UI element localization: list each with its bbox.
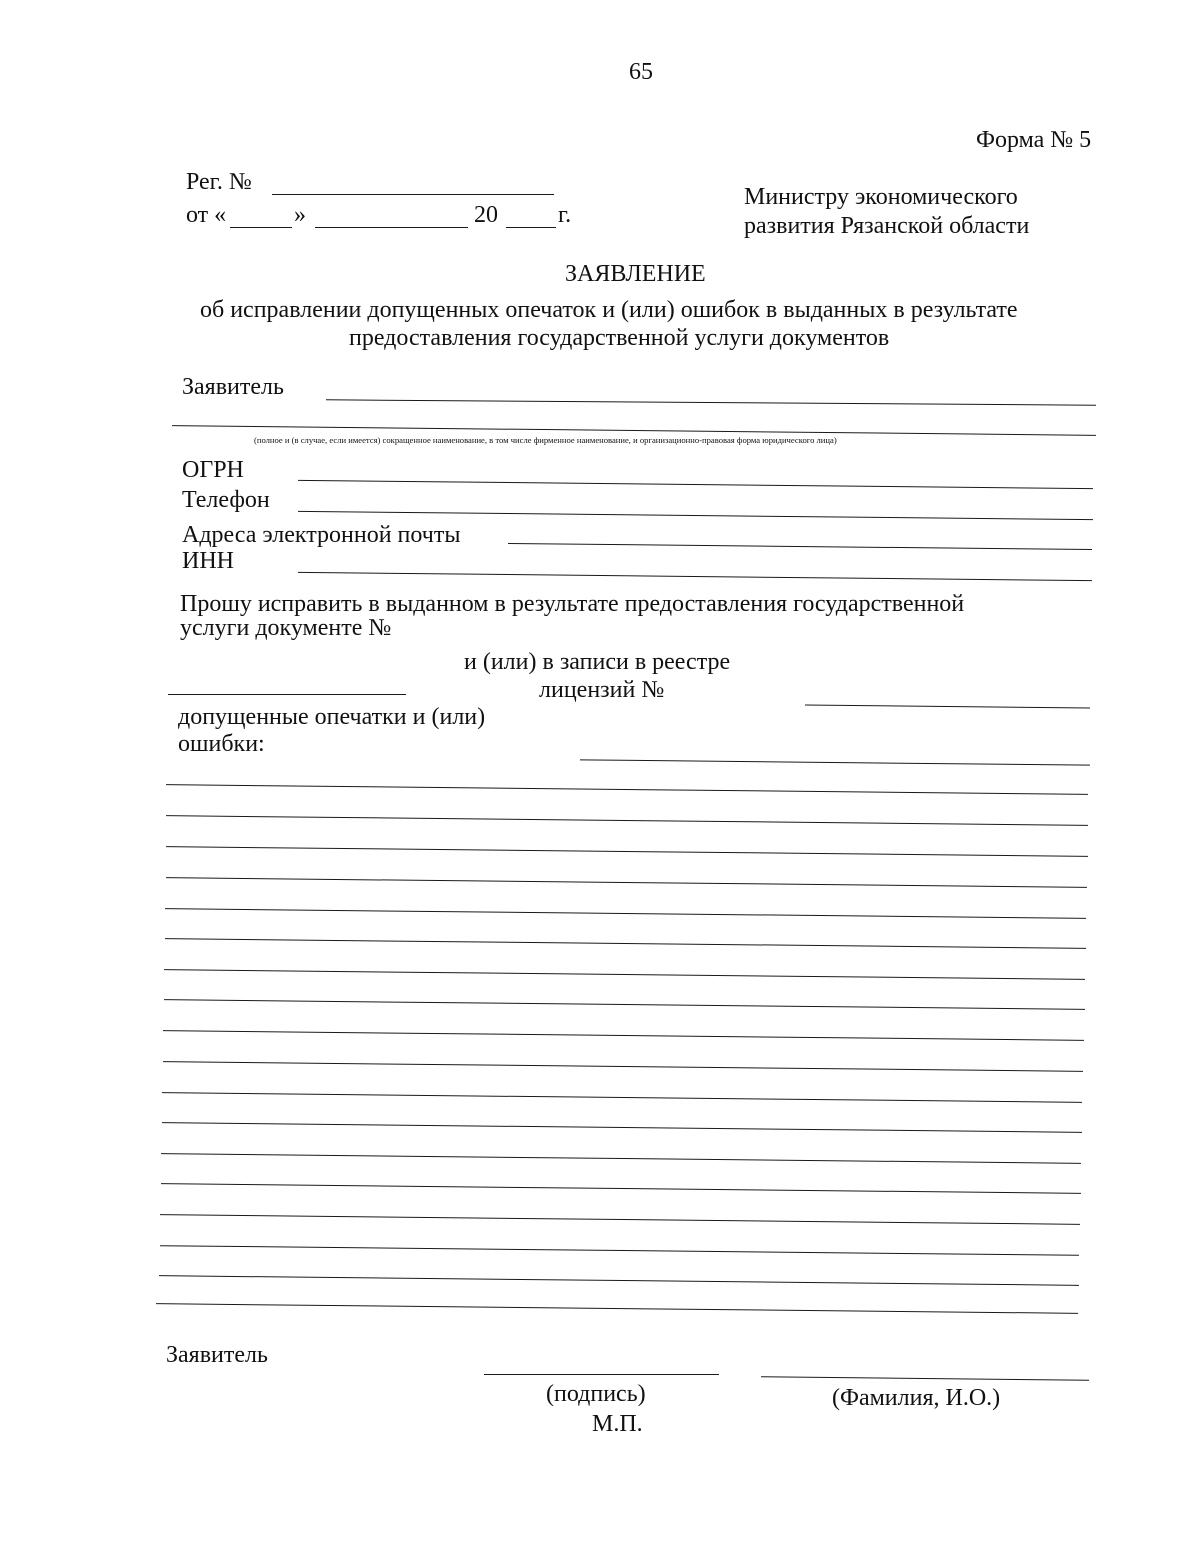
inn-label: ИНН	[182, 548, 234, 574]
errors-label-line-1: допущенные опечатки и (или)	[178, 704, 486, 730]
date-prefix-label: от «	[186, 202, 227, 228]
applicant-field-line-1[interactable]	[326, 399, 1096, 405]
page-number: 65	[629, 59, 653, 85]
addressee-line-1: Министру экономического	[744, 184, 1018, 210]
date-close-quote: »	[294, 202, 306, 228]
document-subtitle-line-1: об исправлении допущенных опечаток и (или) ошибок в выданных в результате	[200, 297, 1018, 323]
phone-field[interactable]	[298, 511, 1093, 520]
errors-label-line-2: ошибки:	[178, 731, 265, 757]
errors-field-line[interactable]	[166, 815, 1088, 826]
errors-field-line[interactable]	[163, 1061, 1083, 1072]
signature-applicant-label: Заявитель	[166, 1342, 268, 1368]
request-line-2: услуги документе №	[180, 615, 392, 641]
document-subtitle-line-2: предоставления государственной услуги документов	[349, 325, 890, 351]
email-label: Адреса электронной почты	[182, 522, 461, 548]
document-number-field[interactable]	[168, 694, 406, 695]
errors-field-line[interactable]	[165, 938, 1086, 949]
ogrn-field[interactable]	[298, 480, 1093, 489]
errors-field-line[interactable]	[160, 1245, 1079, 1256]
stamp-label: М.П.	[592, 1411, 643, 1437]
errors-field-line[interactable]	[162, 1122, 1082, 1133]
addressee-line-2: развития Рязанской области	[744, 213, 1030, 239]
errors-field-line[interactable]	[161, 1153, 1081, 1164]
errors-field-line[interactable]	[156, 1303, 1078, 1314]
errors-field-line[interactable]	[164, 999, 1085, 1010]
errors-field-line[interactable]	[166, 784, 1088, 795]
date-year-field[interactable]	[506, 227, 556, 228]
inn-field[interactable]	[298, 572, 1092, 581]
errors-field-line[interactable]	[160, 1214, 1080, 1225]
signature-caption: (подпись)	[546, 1381, 646, 1407]
registry-line-2: лицензий №	[539, 677, 665, 703]
reg-number-label: Рег. №	[186, 169, 252, 195]
phone-label: Телефон	[182, 487, 270, 513]
full-name-caption: (Фамилия, И.О.)	[832, 1385, 1001, 1411]
applicant-label: Заявитель	[182, 374, 284, 400]
date-year-suffix: г.	[558, 202, 572, 228]
applicant-hint: (полное и (в случае, если имеется) сокращенное наименование, в том числе фирменное наименование, и организационно-правовая форма юридического лица)	[254, 435, 837, 445]
errors-field-line[interactable]	[159, 1275, 1079, 1286]
email-field[interactable]	[508, 543, 1092, 550]
errors-field-line[interactable]	[166, 877, 1087, 888]
errors-field-line[interactable]	[164, 969, 1085, 980]
registry-line-1: и (или) в записи в реестре	[464, 649, 731, 675]
errors-field-line[interactable]	[166, 846, 1088, 857]
ogrn-label: ОГРН	[182, 457, 244, 483]
reg-number-field[interactable]	[272, 194, 554, 195]
signature-field[interactable]	[484, 1374, 719, 1375]
full-name-field[interactable]	[761, 1376, 1089, 1380]
errors-field-line[interactable]	[580, 759, 1090, 765]
errors-field-line[interactable]	[165, 908, 1086, 919]
date-year-prefix: 20	[474, 202, 498, 228]
errors-field-line[interactable]	[162, 1092, 1082, 1103]
date-day-field[interactable]	[230, 227, 292, 228]
request-line-1: Прошу исправить в выданном в результате предоставления государственной	[180, 591, 965, 617]
errors-field-line[interactable]	[163, 1030, 1084, 1041]
license-number-field[interactable]	[805, 705, 1090, 709]
errors-field-line[interactable]	[161, 1183, 1081, 1194]
document-title: ЗАЯВЛЕНИЕ	[565, 261, 706, 287]
date-month-field[interactable]	[315, 227, 468, 228]
form-number: Форма № 5	[976, 127, 1092, 153]
